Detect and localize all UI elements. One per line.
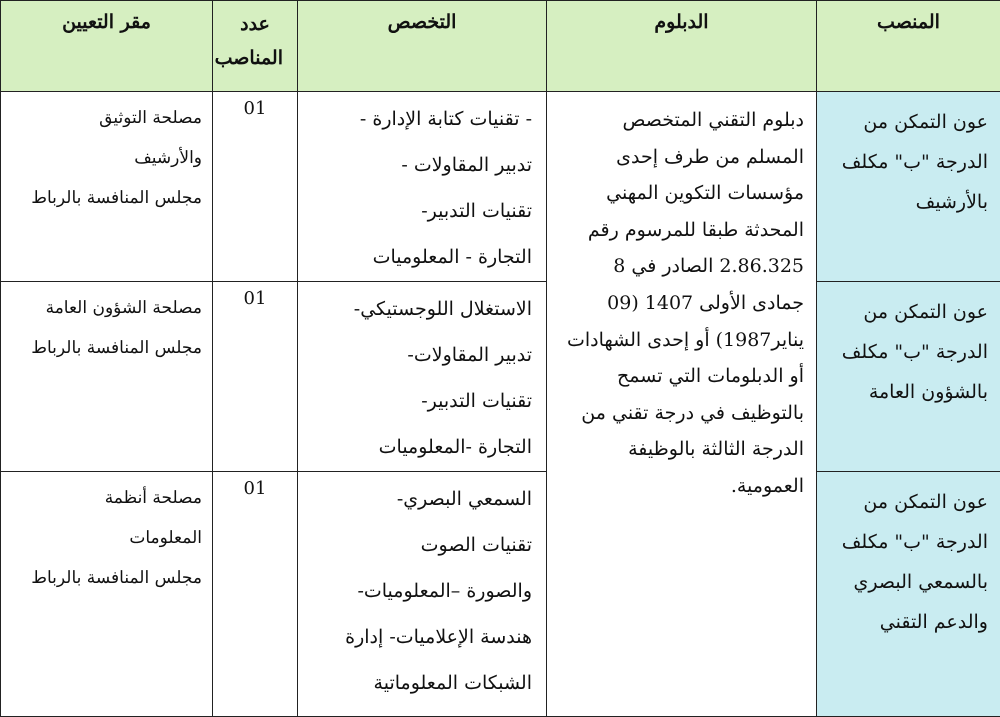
location-line: مجلس المنافسة بالرباط (7, 178, 202, 218)
post-cell: عون التمكن من الدرجة "ب" مكلف بالأرشيف (817, 92, 1000, 282)
location-cell (1, 92, 213, 282)
specialty-line: تدبير المقاولات- (328, 332, 532, 378)
specialty-line: السمعي البصري- (328, 476, 532, 522)
location-line: والأرشيف (7, 138, 202, 178)
specialty-line: التجارة -المعلوميات (328, 424, 532, 470)
location-line: مجلس المنافسة بالرباط (7, 328, 202, 368)
diploma-cell: دبلوم التقني المتخصص المسلم من طرف إحدى مؤسسات التكوين المهني المحدثة طبقا للمرسوم رقم 2.86.325 الصادر في 8 جمادى الأولى 1407 (09 يناير1987) أو إحدى الشهادات أو الدبلومات التي تسمح بالتوظيف في درجة تقني من الدرجة الثالثة بالوظيفة العمومية. (547, 92, 817, 717)
specialty-cell (298, 92, 547, 282)
header-row (1, 1, 1000, 92)
specialty-line: التجارة - المعلوميات (328, 234, 532, 280)
header-post: المنصب (817, 1, 1000, 92)
specialty-cell (298, 472, 547, 717)
location-line: مصلحة الشؤون العامة (7, 288, 202, 328)
table-row (1, 282, 1000, 472)
table-row (1, 472, 1000, 717)
specialty-line: تدبير المقاولات - (328, 142, 532, 188)
location-cell (1, 472, 213, 717)
specialty-line: تقنيات الصوت (328, 522, 532, 568)
location-cell (1, 282, 213, 472)
post-cell: عون التمكن من الدرجة "ب" مكلف بالشؤون العامة (817, 282, 1000, 472)
post-cell: عون التمكن من الدرجة "ب" مكلف بالسمعي البصري والدعم التقني (817, 472, 1000, 717)
location-line: مصلحة التوثيق (7, 98, 202, 138)
location-line: مصلحة أنظمة (7, 478, 202, 518)
location-line: المعلومات (7, 518, 202, 558)
specialty-line: - تقنيات كتابة الإدارة - (328, 96, 532, 142)
location-line: مجلس المنافسة بالرباط (7, 558, 202, 598)
specialty-line: تقنيات التدبير- (328, 378, 532, 424)
header-location: مقر التعيين (1, 1, 213, 92)
header-count: عدد المناصب (213, 1, 298, 92)
count-cell: 01 (213, 282, 298, 472)
table-row (1, 92, 1000, 282)
specialty-line: الشبكات المعلوماتية (328, 660, 532, 706)
specialty-line: والصورة –المعلوميات- (328, 568, 532, 614)
specialty-line: هندسة الإعلاميات- إدارة (328, 614, 532, 660)
count-cell: 01 (213, 92, 298, 282)
specialty-line: الاستغلال اللوجستيكي- (328, 286, 532, 332)
header-specialty: التخصص (298, 1, 547, 92)
specialty-line: تقنيات التدبير- (328, 188, 532, 234)
header-diploma: الدبلوم (547, 1, 817, 92)
count-cell: 01 (213, 472, 298, 717)
specialty-cell (298, 282, 547, 472)
